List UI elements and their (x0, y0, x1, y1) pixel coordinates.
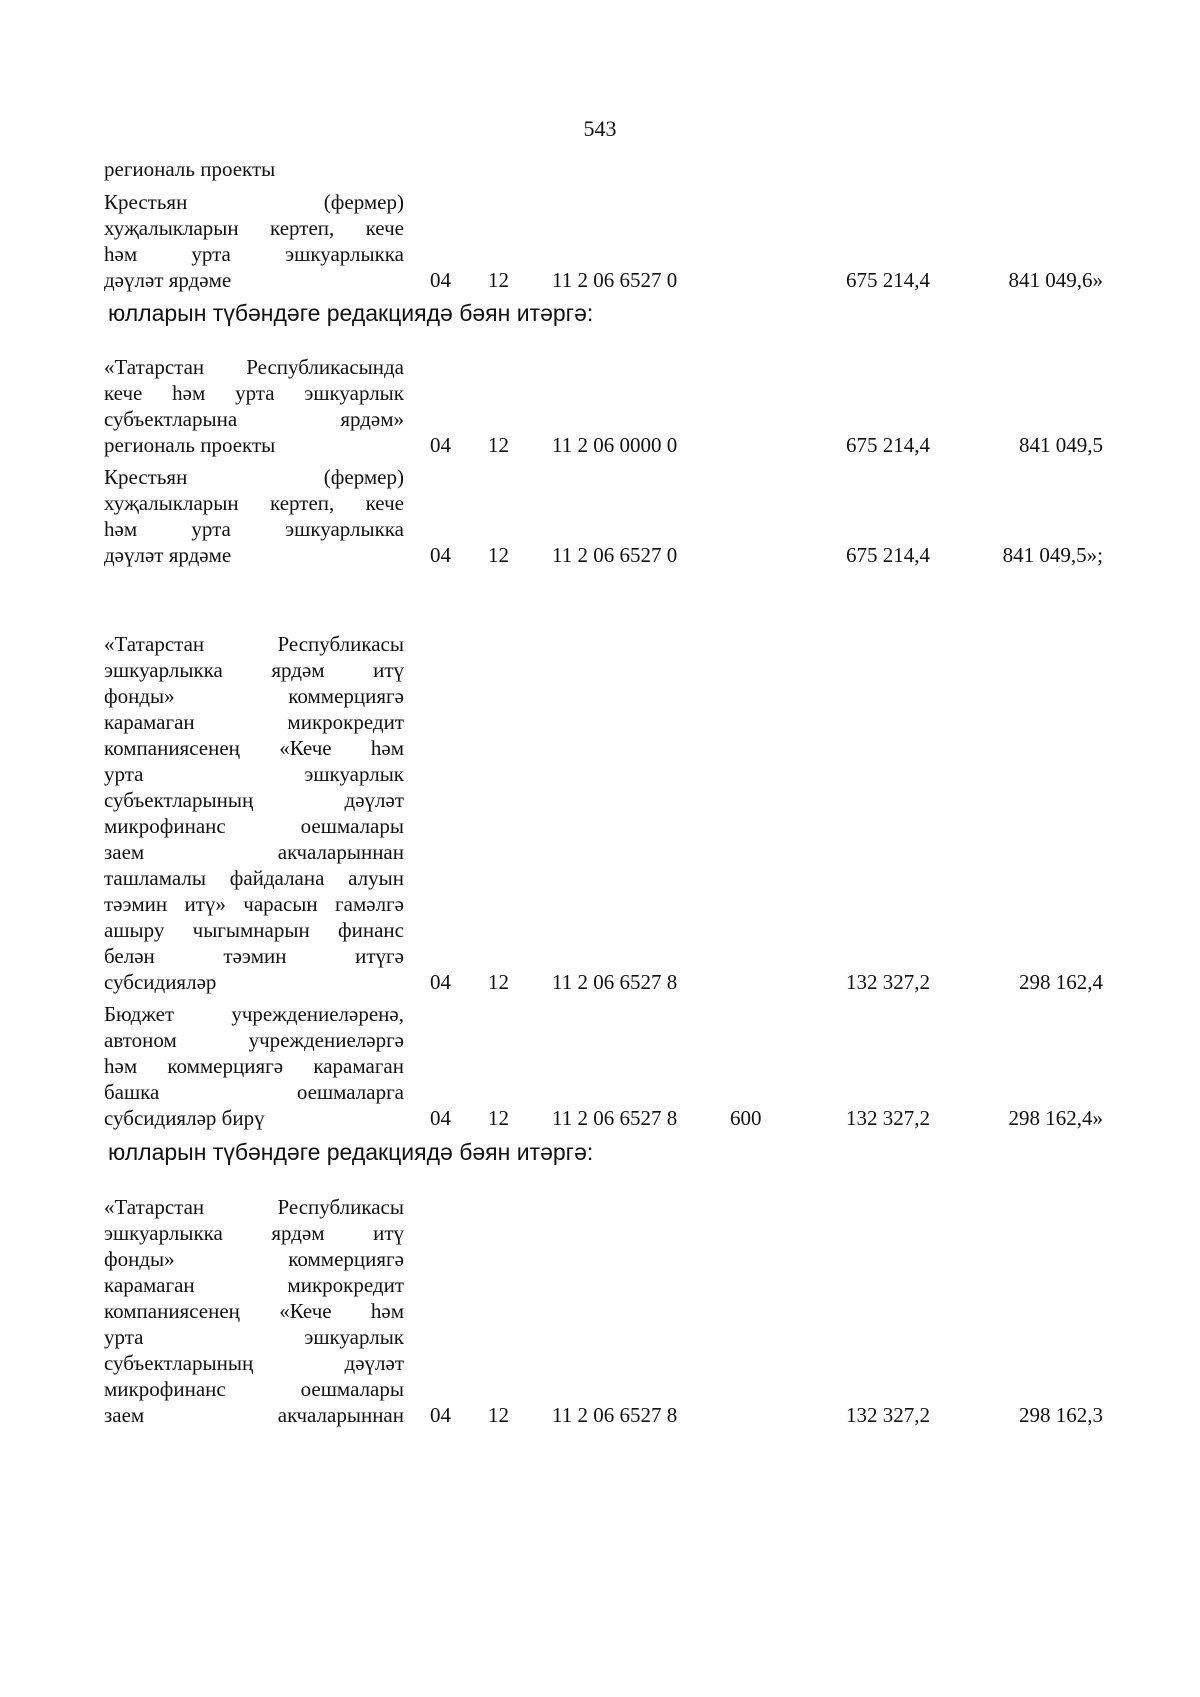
description-line: хуҗалыкларын кертеп, кече (104, 216, 404, 240)
description-line: урта эшкуарлык (104, 1325, 404, 1349)
description-line: Бюджет учреждениеләренә, (104, 1002, 404, 1026)
subsection-code: 12 (488, 1106, 509, 1130)
page-number: 543 (583, 116, 617, 141)
target-article-code: 11 2 06 6527 0 (552, 268, 678, 292)
description-line: автоном учреждениеләргә (104, 1028, 404, 1052)
subsection-code: 12 (488, 970, 509, 994)
description-line: тәэмин итү» чарасын гамәлгә (104, 892, 404, 916)
description-line: ашыру чыгымнарын финанс (104, 918, 404, 942)
section-code: 04 (430, 268, 451, 292)
description-line: компаниясенең «Кече һәм (104, 736, 404, 760)
description-line: кече һәм урта эшкуарлык (104, 381, 404, 405)
description-line: карамаган микрокредит (104, 1273, 404, 1297)
description-line: Крестьян (фермер) (104, 190, 404, 214)
description-line: заем акчаларыннан (104, 840, 404, 864)
year2-amount: 841 049,5»; (1002, 543, 1103, 567)
year1-amount: 132 327,2 (846, 1403, 930, 1427)
description-line: региональ проекты (104, 433, 276, 457)
description-line: эшкуарлыкка ярдәм итү (104, 658, 404, 682)
subsection-code: 12 (488, 1403, 509, 1427)
section-code: 04 (430, 543, 451, 567)
description-line: микрофинанс оешмалары (104, 1377, 404, 1401)
description-line: дәүләт ярдәме (104, 268, 232, 292)
description-line: субъектларының дәүләт (104, 1351, 404, 1375)
subsection-code: 12 (488, 433, 509, 457)
year1-amount: 675 214,4 (846, 433, 930, 457)
description-line: фонды» коммерциягә (104, 684, 404, 708)
description-line: «Татарстан Республикасында (104, 355, 404, 379)
year1-amount: 132 327,2 (846, 1106, 930, 1130)
target-article-code: 11 2 06 6527 8 (552, 970, 678, 994)
description-line: субсидияләр бирү (104, 1106, 265, 1130)
year1-amount: 675 214,4 (846, 268, 930, 292)
year2-amount: 298 162,4» (1008, 1106, 1103, 1130)
description-line: субсидияләр (104, 970, 217, 994)
instruction-text: юлларын түбәндәге редакциядә бәян итәргә: (108, 1139, 594, 1165)
description-line: хуҗалыкларын кертеп, кече (104, 491, 404, 515)
description-line: субъектларының дәүләт (104, 788, 404, 812)
description-line: һәм коммерциягә карамаган (104, 1054, 404, 1078)
description-line: дәүләт ярдәме (104, 543, 232, 567)
description-line: ташламалы файдалана алуын (104, 866, 404, 890)
section-code: 04 (430, 970, 451, 994)
description-line: башка оешмаларга (104, 1080, 404, 1104)
year1-amount: 675 214,4 (846, 543, 930, 567)
subsection-code: 12 (488, 543, 509, 567)
description-line: «Татарстан Республикасы (104, 1195, 404, 1219)
target-article-code: 11 2 06 6527 0 (552, 543, 678, 567)
year1-amount: 132 327,2 (846, 970, 930, 994)
year2-amount: 298 162,3 (1019, 1403, 1103, 1427)
description-line: белән тәэмин итүгә (104, 944, 404, 968)
description-line: эшкуарлыкка ярдәм итү (104, 1221, 404, 1245)
description-line: «Татарстан Республикасы (104, 632, 404, 656)
description-line: карамаган микрокредит (104, 710, 404, 734)
description-line: микрофинанс оешмалары (104, 814, 404, 838)
description-line: Крестьян (фермер) (104, 465, 404, 489)
description-line: компаниясенең «Кече һәм (104, 1299, 404, 1323)
year2-amount: 841 049,6» (1008, 268, 1103, 292)
description-line: заем акчаларыннан (104, 1403, 404, 1427)
description-line: фонды» коммерциягә (104, 1247, 404, 1271)
target-article-code: 11 2 06 0000 0 (552, 433, 678, 457)
year2-amount: 841 049,5 (1019, 433, 1103, 457)
section-code: 04 (430, 433, 451, 457)
target-article-code: 11 2 06 6527 8 (552, 1106, 678, 1130)
section-code: 04 (430, 1403, 451, 1427)
description-line: урта эшкуарлык (104, 762, 404, 786)
description-line: һәм урта эшкуарлыкка (104, 242, 404, 266)
section-code: 04 (430, 1106, 451, 1130)
year2-amount: 298 162,4 (1019, 970, 1103, 994)
description-line: субъектларына ярдәм» (104, 407, 404, 431)
description-line: һәм урта эшкуарлыкка (104, 517, 404, 541)
instruction-text: юлларын түбәндәге редакциядә бәян итәргә: (108, 300, 594, 326)
subsection-code: 12 (488, 268, 509, 292)
fragment-top-text: региональ проекты (104, 157, 276, 181)
target-article-code: 11 2 06 6527 8 (552, 1403, 678, 1427)
expense-type-code: 600 (730, 1106, 762, 1130)
